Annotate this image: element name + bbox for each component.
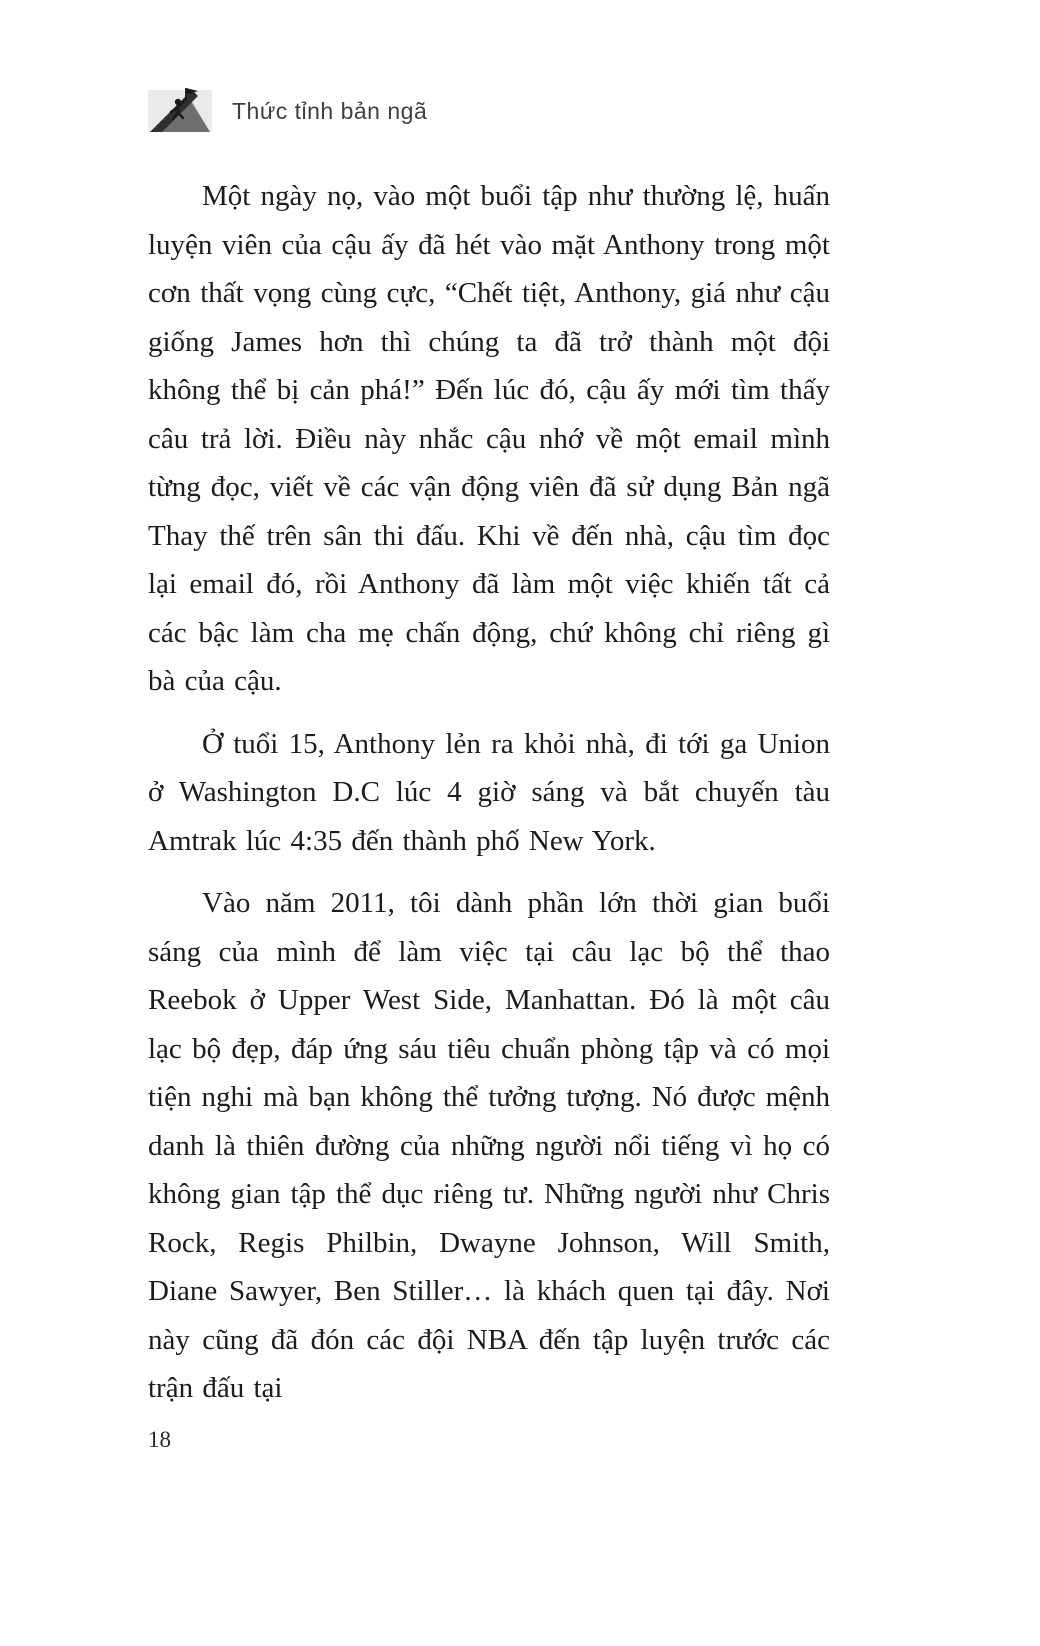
paragraph-coach-story: Một ngày nọ, vào một buổi tập như thường lệ, huấn luyện viên của cậu ấy đã hét vào mặt Anthony trong một cơn thất vọng cùng cực, “Chết tiệt, Anthony, giá như cậu giống James hơn thì chúng ta đã trở thành một đội không thể bị cản phá!” Đến lúc đó, cậu ấy mới tìm thấy câu trả lời. Điều này nhắc cậu nhớ về một email mình từng đọc, viết về các vận động viên đã sử dụng Bản ngã Thay thế trên sân thi đấu. Khi về đến nhà, cậu tìm đọc lại email đó, rồi Anthony đã làm một việc khiến tất cả các bậc làm cha mẹ chấn động, chứ không chỉ riêng gì bà của cậu. — [148, 180, 830, 697]
page-body-text — [148, 172, 830, 1413]
chapter-header — [148, 86, 830, 136]
running-head-title: Thức tỉnh bản ngã — [232, 97, 428, 124]
page-number: 18 — [148, 1426, 171, 1452]
paragraph-reebok-club: Vào năm 2011, tôi dành phần lớn thời gian buổi sáng của mình để làm việc tại câu lạc bộ thể thao Reebok ở Upper West Side, Manhattan. Đó là một câu lạc bộ đẹp, đáp ứng sáu tiêu chuẩn phòng tập và có mọi tiện nghi mà bạn không thể tưởng tượng. Nó được mệnh danh là thiên đường của những người nổi tiếng vì họ có không gian tập thể dục riêng tư. Những người như Chris Rock, Regis Philbin, Dwayne Johnson, Will Smith, Diane Sawyer, Ben Stiller… là khách quen tại đây. Nơi này cũng đã đón các đội NBA đến tập luyện trước các trận đấu tại — [148, 887, 830, 1404]
paragraph-anthony-train: Ở tuổi 15, Anthony lẻn ra khỏi nhà, đi tới ga Union ở Washington D.C lúc 4 giờ sáng và bắt chuyến tàu Amtrak lúc 4:35 đến thành phố New York. — [148, 727, 830, 857]
mountain-climber-flag-icon — [148, 86, 212, 136]
